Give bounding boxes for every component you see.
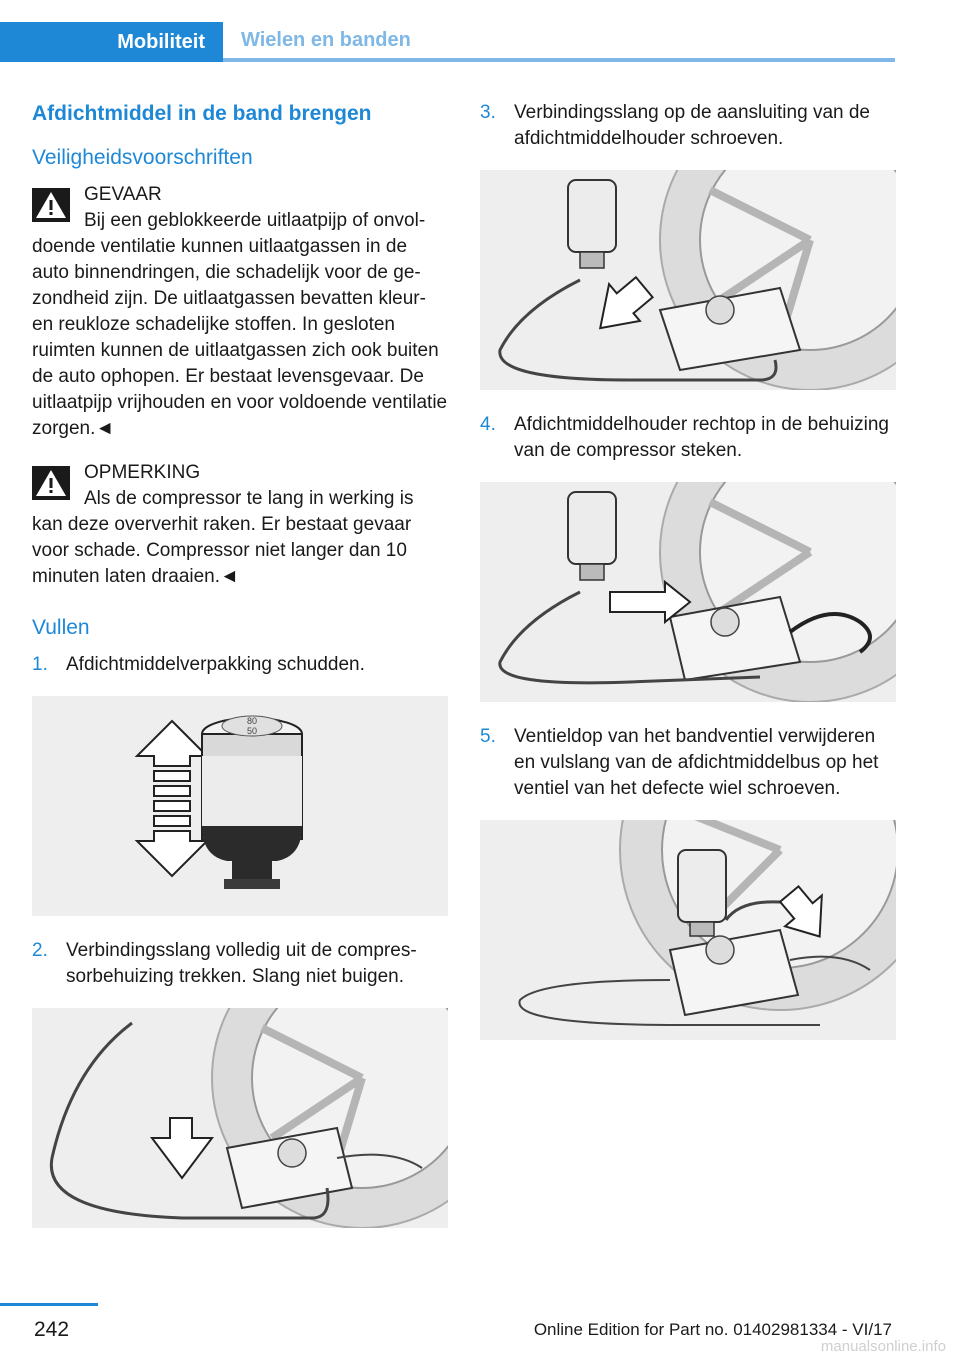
step-number: 1. — [32, 654, 48, 675]
figure-screw-hose — [480, 170, 896, 390]
warning-title: GEVAAR — [84, 184, 162, 205]
notice-title: OPMERKING — [84, 462, 201, 483]
bottle-label-50: 50 — [246, 726, 258, 736]
figure-shake-bottle — [32, 696, 448, 916]
step-text: Afdichtmiddelverpakking schudden. — [66, 654, 365, 675]
watermark: manualsonline.info — [820, 1338, 946, 1355]
bottle-label-80: 80 — [246, 716, 258, 726]
step-1 — [32, 652, 448, 678]
step-text: Afdichtmiddelhouder rechtop in de behuizing van de compressor steken. — [514, 414, 889, 461]
step-5 — [480, 724, 896, 802]
warning-text: Bij een geblokkeerde uitlaatpijp of onvoldoende ventilatie kunnen uitlaatgassen in de auto binnendringen, die schadelijk voor de gezondheid zijn. De uitlaatgassen bevatten kleur- en reukloze schadelijke stoffen. In gesloten ruimten kunnen de uitlaatgassen zich ook buiten de auto ophopen. Er bestaat levensgevaar. De uitlaatpijp vrijhouden en voor voldoende ventilatie zorgen.◄ — [32, 210, 448, 439]
step-text: Verbindingsslang volledig uit de compressorbehuizing trekken. Slang niet buigen. — [66, 940, 417, 987]
tab-mobiliteit[interactable]: Mobiliteit — [0, 22, 223, 62]
left-column — [32, 100, 448, 1250]
right-column — [480, 100, 896, 1062]
step-number: 5. — [480, 726, 496, 747]
warning-triangle-icon — [32, 466, 70, 500]
step-2 — [32, 938, 448, 990]
screw-hose-illustration — [480, 170, 896, 390]
subsection-fill: Vullen — [32, 616, 90, 639]
page-number: 242 — [34, 1318, 70, 1341]
step-number: 2. — [32, 940, 48, 961]
subsection-safety: Veiligheidsvoorschriften — [32, 146, 253, 169]
valve-connect-illustration — [480, 820, 896, 1040]
step-number: 3. — [480, 102, 496, 123]
step-text: Verbindingsslang op de aansluiting van de afdichtmiddelhouder schroeven. — [514, 102, 870, 149]
step-number: 4. — [480, 414, 496, 435]
footer-rule — [0, 1303, 98, 1306]
pull-hose-illustration — [32, 1008, 448, 1228]
warning-danger — [32, 182, 448, 442]
warning-triangle-icon — [32, 188, 70, 222]
step-4 — [480, 412, 896, 464]
step-text: Ventieldop van het bandventiel verwijderen en vulslang van de afdichtmiddelbus op het ventiel van het defecte wiel schroeven. — [514, 726, 879, 799]
figure-pull-hose — [32, 1008, 448, 1228]
tab-wielen-en-banden[interactable]: Wielen en banden — [223, 22, 895, 62]
edition-text: Online Edition for Part no. 01402981334 - VI/17 — [533, 1320, 892, 1339]
section-title: Afdichtmiddel in de band brengen — [32, 102, 372, 125]
figure-valve-connect — [480, 820, 896, 1040]
header-bar — [0, 0, 960, 62]
figure-insert-holder — [480, 482, 896, 702]
shake-bottle-illustration — [32, 696, 448, 916]
step-3 — [480, 100, 896, 152]
notice-text: Als de compressor te lang in werking is kan deze oververhit raken. Er bestaat gevaar voor schade. Compressor niet langer dan 10 minuten laten draaien.◄ — [32, 488, 414, 587]
warning-notice — [32, 460, 448, 590]
insert-holder-illustration — [480, 482, 896, 702]
